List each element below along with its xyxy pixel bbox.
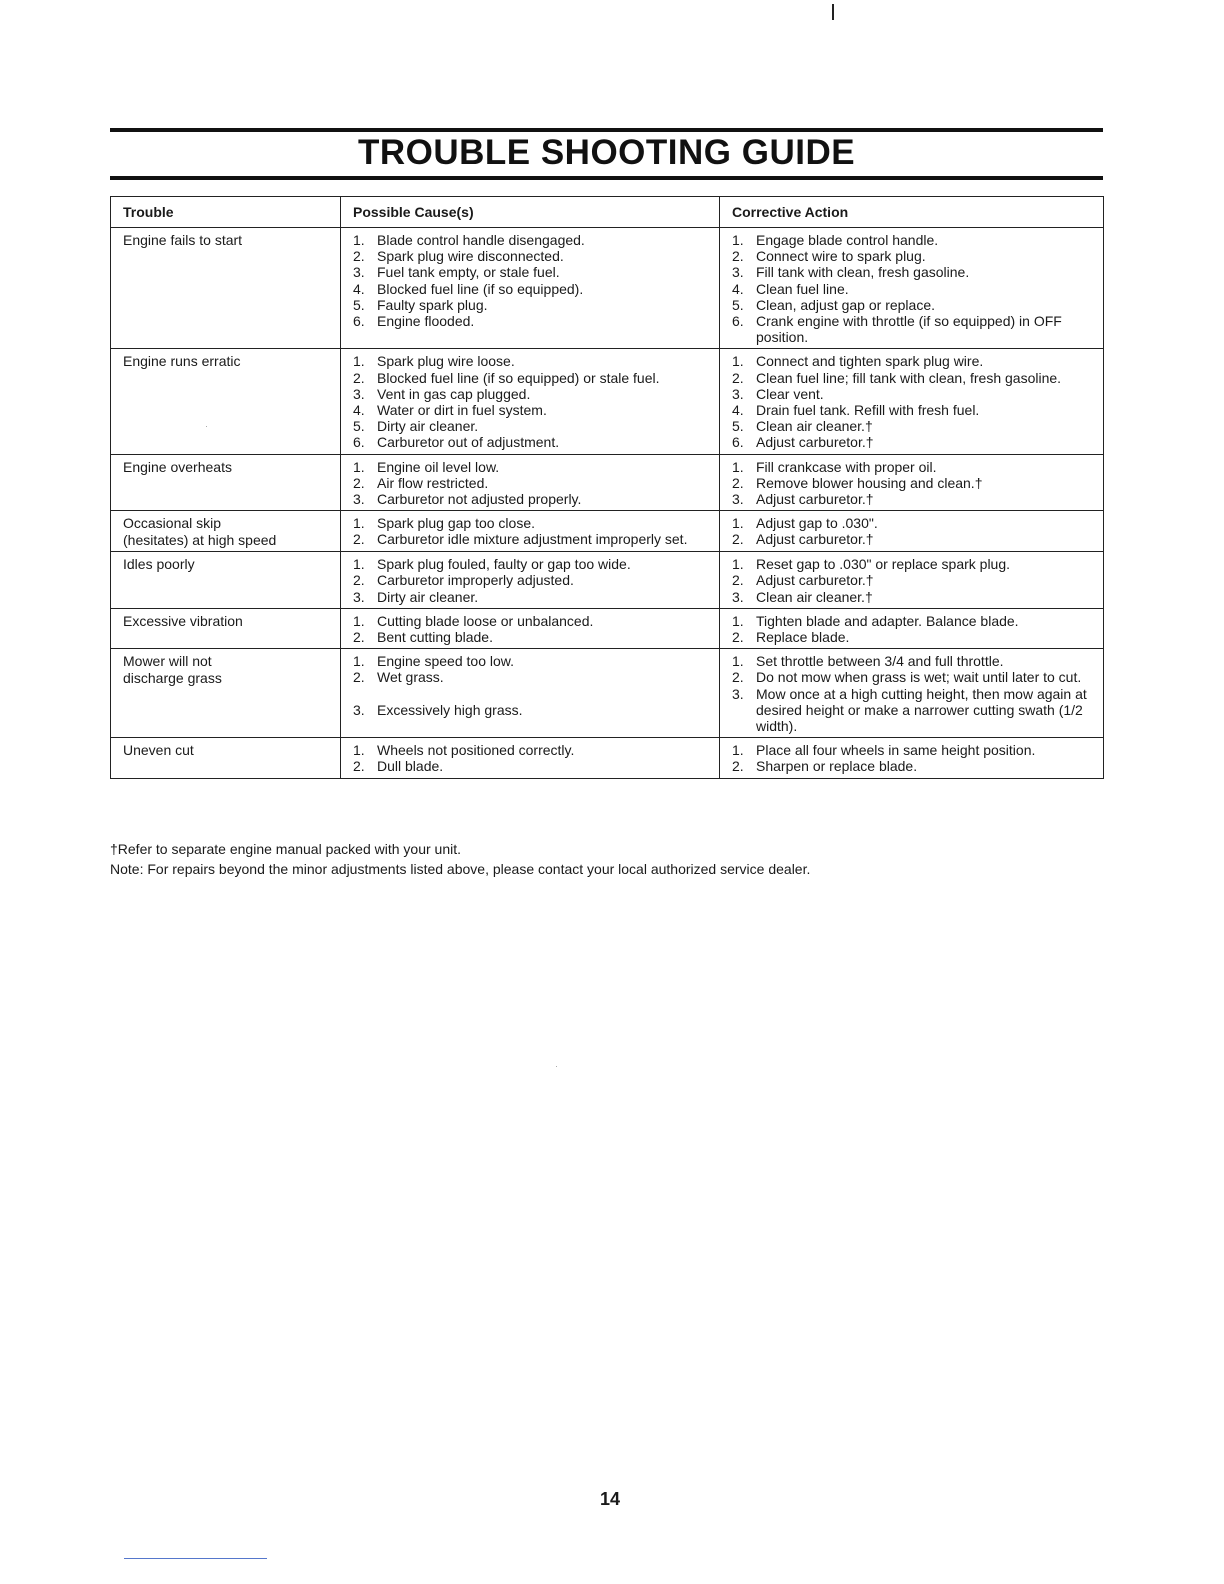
cause-number: 2.: [353, 248, 365, 265]
cause-text: Air flow restricted.: [377, 474, 489, 491]
action-item: [732, 613, 1093, 629]
action-item: [732, 475, 1093, 491]
action-text: Adjust carburetor.†: [756, 491, 874, 508]
action-text: Sharpen or replace blade.: [756, 758, 918, 775]
cause-number: 3.: [353, 701, 365, 718]
action-number: 1.: [732, 556, 744, 573]
action-text: Do not mow when grass is wet; wait until later to cut.: [756, 669, 1082, 686]
action-number: 1.: [732, 458, 744, 475]
action-cell: [720, 228, 1104, 349]
cause-number: 1.: [353, 515, 365, 532]
cause-item: [353, 353, 709, 369]
cause-number: 2.: [353, 669, 365, 686]
action-cell: [720, 552, 1104, 609]
action-number: 6.: [732, 434, 744, 451]
cause-item: [353, 418, 709, 434]
action-item: [732, 232, 1093, 248]
page-title: TROUBLE SHOOTING GUIDE: [357, 133, 856, 172]
cause-number: 3.: [353, 588, 365, 605]
cause-number: 5.: [353, 418, 365, 435]
action-number: 2.: [732, 629, 744, 646]
cause-text: Spark plug gap too close.: [377, 515, 535, 532]
action-text: Engage blade control handle.: [756, 232, 939, 248]
action-number: 4.: [732, 402, 744, 419]
action-item: [732, 686, 1093, 735]
action-number: 2.: [732, 669, 744, 686]
cause-list: [353, 232, 709, 329]
action-text: Drain fuel tank. Refill with fresh fuel.: [756, 402, 980, 419]
table-header-row: [111, 197, 1104, 228]
cause-text: Spark plug wire loose.: [377, 353, 515, 370]
trouble-label: Idles poorly: [123, 556, 195, 573]
cause-item: [353, 232, 709, 248]
action-item: [732, 313, 1093, 345]
cause-item: [353, 281, 709, 297]
scan-speck: [206, 426, 207, 427]
action-text: Reset gap to .030" or replace spark plug.: [756, 556, 1011, 573]
header-corrective-action: Corrective Action: [720, 197, 1104, 228]
cause-item: [353, 572, 709, 588]
trouble-cell: [111, 349, 341, 454]
action-number: 4.: [732, 280, 744, 297]
action-text: Fill crankcase with proper oil.: [756, 458, 937, 475]
cause-number: 2.: [353, 369, 365, 386]
cause-text: Carburetor improperly adjusted.: [377, 572, 574, 589]
action-item: [732, 248, 1093, 264]
cause-text: Carburetor out of adjustment.: [377, 434, 560, 451]
cause-item: [353, 297, 709, 313]
action-text: Mow once at a high cutting height, then mow again at desired height or make a narrower cutting swath (1/2 width).: [756, 685, 1087, 735]
action-number: 3.: [732, 491, 744, 508]
action-number: 3.: [732, 588, 744, 605]
action-item: [732, 515, 1093, 531]
cause-text: Spark plug wire disconnected.: [377, 248, 564, 265]
action-list: [732, 232, 1093, 345]
cause-item: [353, 669, 709, 685]
cause-text: Carburetor idle mixture adjustment improperly set.: [377, 531, 688, 548]
cause-cell: [341, 511, 720, 552]
action-text: Fill tank with clean, fresh gasoline.: [756, 264, 970, 281]
action-number: 1.: [732, 612, 744, 629]
trouble-cell: [111, 552, 341, 609]
cause-item: [353, 402, 709, 418]
cause-text: Engine oil level low.: [377, 458, 500, 475]
trouble-cell: [111, 649, 341, 738]
trouble-label: Engine fails to start: [123, 232, 243, 248]
table-row: [111, 738, 1104, 778]
action-number: 5.: [732, 418, 744, 435]
cause-number: 1.: [353, 232, 365, 248]
trouble-cell: [111, 608, 341, 648]
footnote: †Refer to separate engine manual packed with your unit.: [110, 841, 461, 857]
cause-item: [353, 589, 709, 605]
action-text: Crank engine with throttle (if so equipped) in OFF position.: [756, 313, 1062, 346]
action-number: 1.: [732, 353, 744, 370]
scan-mark: [832, 4, 834, 20]
cause-item: [353, 264, 709, 280]
action-number: 1.: [732, 232, 744, 248]
cause-number: 1.: [353, 742, 365, 759]
action-text: Clear vent.: [756, 385, 824, 402]
cause-number: 1.: [353, 458, 365, 475]
action-number: 5.: [732, 296, 744, 313]
action-item: [732, 742, 1093, 758]
action-text: Place all four wheels in same height position.: [756, 742, 1036, 759]
trouble-label: Engine overheats: [123, 458, 232, 475]
action-item: [732, 434, 1093, 450]
action-number: 1.: [732, 653, 744, 670]
action-list: [732, 742, 1093, 774]
table-row: [111, 649, 1104, 738]
cause-list: [353, 459, 709, 508]
action-number: 2.: [732, 474, 744, 491]
trouble-cell: [111, 738, 341, 778]
table-row: [111, 552, 1104, 609]
cause-item: [353, 742, 709, 758]
action-item: [732, 758, 1093, 774]
action-item: [732, 281, 1093, 297]
action-item: [732, 264, 1093, 280]
page-number: 14: [599, 1489, 621, 1509]
action-number: 3.: [732, 385, 744, 402]
trouble-cell: [111, 228, 341, 349]
title-rule-bottom: [110, 176, 1103, 180]
cause-text: Blocked fuel line (if so equipped).: [377, 280, 584, 297]
cause-text: Cutting blade loose or unbalanced.: [377, 612, 594, 629]
cause-text: Excessively high grass.: [377, 701, 523, 718]
action-number: 2.: [732, 572, 744, 589]
action-item: [732, 629, 1093, 645]
cause-cell: [341, 608, 720, 648]
action-list: [732, 353, 1093, 450]
cause-cell: [341, 649, 720, 738]
action-number: 2.: [732, 531, 744, 548]
cause-cell: [341, 738, 720, 778]
action-item: [732, 669, 1093, 685]
action-list: [732, 556, 1093, 605]
header-trouble: Trouble: [111, 197, 341, 228]
trouble-label: Uneven cut: [123, 742, 194, 759]
action-text: Adjust gap to .030".: [756, 515, 878, 532]
trouble-label: Mower will not discharge grass: [123, 653, 222, 686]
cause-text: Dirty air cleaner.: [377, 418, 479, 435]
cause-item: [353, 491, 709, 507]
cause-item: [353, 613, 709, 629]
trouble-label: Occasional skip (hesitates) at high speed: [123, 515, 277, 548]
action-item: [732, 353, 1093, 369]
cause-list: [353, 613, 709, 645]
cause-item: [353, 556, 709, 572]
cause-text: Water or dirt in fuel system.: [377, 402, 547, 419]
cause-item: [353, 370, 709, 386]
action-cell: [720, 649, 1104, 738]
cause-number: 2.: [353, 572, 365, 589]
action-number: 6.: [732, 313, 744, 330]
table-row: [111, 608, 1104, 648]
cause-list: [353, 353, 709, 450]
cause-text: Fuel tank empty, or stale fuel.: [377, 264, 560, 281]
action-list: [732, 515, 1093, 547]
cause-item: [353, 702, 709, 718]
cause-number: 1.: [353, 556, 365, 573]
cause-item: [353, 386, 709, 402]
cause-item: [353, 758, 709, 774]
cause-number: 2.: [353, 758, 365, 775]
action-text: Replace blade.: [756, 629, 850, 646]
cause-list: [353, 556, 709, 605]
action-item: [732, 531, 1093, 547]
cause-item: [353, 475, 709, 491]
action-cell: [720, 738, 1104, 778]
action-item: [732, 589, 1093, 605]
action-list: [732, 459, 1093, 508]
scan-speck: [556, 1066, 557, 1067]
cause-number: 4.: [353, 402, 365, 419]
action-text: Clean air cleaner.†: [756, 418, 873, 435]
cause-list: [353, 515, 709, 547]
action-number: 1.: [732, 515, 744, 532]
cause-text: Vent in gas cap plugged.: [377, 385, 531, 402]
action-cell: [720, 454, 1104, 511]
action-item: [732, 386, 1093, 402]
action-text: Clean air cleaner.†: [756, 588, 873, 605]
action-item: [732, 491, 1093, 507]
cause-text: Bent cutting blade.: [377, 629, 493, 646]
action-item: [732, 653, 1093, 669]
action-item: [732, 459, 1093, 475]
action-text: Clean fuel line; fill tank with clean, fresh gasoline.: [756, 369, 1062, 386]
cause-text: Faulty spark plug.: [377, 296, 488, 313]
cause-number: 4.: [353, 280, 365, 297]
cause-text: Carburetor not adjusted properly.: [377, 491, 582, 508]
cause-number: 1.: [353, 653, 365, 670]
action-list: [732, 613, 1093, 645]
table-row: [111, 228, 1104, 349]
action-text: Set throttle between 3/4 and full throttle.: [756, 653, 1004, 670]
action-text: Connect and tighten spark plug wire.: [756, 353, 984, 370]
cause-number: 6.: [353, 313, 365, 330]
cause-item: [353, 313, 709, 329]
action-text: Remove blower housing and clean.†: [756, 474, 983, 491]
cause-item: [353, 629, 709, 645]
action-item: [732, 370, 1093, 386]
trouble-cell: [111, 454, 341, 511]
cause-list: [353, 653, 709, 718]
list-spacer: [353, 686, 709, 702]
action-item: [732, 297, 1093, 313]
cause-text: Dull blade.: [377, 758, 444, 775]
action-cell: [720, 511, 1104, 552]
cause-number: 3.: [353, 264, 365, 281]
action-list: [732, 653, 1093, 734]
cause-number: 1.: [353, 612, 365, 629]
action-text: Adjust carburetor.†: [756, 531, 874, 548]
action-item: [732, 418, 1093, 434]
cause-number: 6.: [353, 434, 365, 451]
cause-number: 1.: [353, 353, 365, 370]
table-row: [111, 454, 1104, 511]
action-number: 2.: [732, 248, 744, 265]
action-number: 3.: [732, 264, 744, 281]
service-note: Note: For repairs beyond the minor adjustments listed above, please contact your local authorized service dealer.: [110, 861, 811, 877]
cause-item: [353, 248, 709, 264]
action-item: [732, 402, 1093, 418]
cause-item: [353, 459, 709, 475]
cause-text: Blade control handle disengaged.: [377, 232, 585, 248]
action-item: [732, 556, 1093, 572]
action-number: 2.: [732, 369, 744, 386]
table-row: [111, 511, 1104, 552]
action-text: Connect wire to spark plug.: [756, 248, 926, 265]
action-cell: [720, 349, 1104, 454]
cause-number: 5.: [353, 296, 365, 313]
action-text: Tighten blade and adapter. Balance blade.: [756, 612, 1019, 629]
cause-number: 2.: [353, 474, 365, 491]
action-number: 3.: [732, 685, 744, 702]
cause-number: 2.: [353, 629, 365, 646]
table-row: [111, 349, 1104, 454]
cause-item: [353, 531, 709, 547]
cause-text: Blocked fuel line (if so equipped) or stale fuel.: [377, 369, 660, 386]
cause-list: [353, 742, 709, 774]
cause-item: [353, 434, 709, 450]
cause-text: Wet grass.: [377, 669, 444, 686]
cause-cell: [341, 454, 720, 511]
action-text: Clean, adjust gap or replace.: [756, 296, 935, 313]
cause-cell: [341, 349, 720, 454]
cause-text: Wheels not positioned correctly.: [377, 742, 575, 759]
cause-number: 3.: [353, 491, 365, 508]
cause-number: 3.: [353, 385, 365, 402]
action-number: 2.: [732, 758, 744, 775]
action-cell: [720, 608, 1104, 648]
table-body: [111, 228, 1104, 779]
action-item: [732, 572, 1093, 588]
troubleshooting-table: [110, 196, 1104, 779]
trouble-cell: [111, 511, 341, 552]
cause-text: Engine speed too low.: [377, 653, 514, 670]
cause-text: Dirty air cleaner.: [377, 588, 479, 605]
action-number: 1.: [732, 742, 744, 759]
header-possible-causes: Possible Cause(s): [341, 197, 720, 228]
cause-cell: [341, 228, 720, 349]
action-text: Adjust carburetor.†: [756, 572, 874, 589]
action-text: Clean fuel line.: [756, 280, 849, 297]
cause-item: [353, 653, 709, 669]
trouble-label: Excessive vibration: [123, 612, 243, 629]
cause-cell: [341, 552, 720, 609]
cause-item: [353, 515, 709, 531]
trouble-label: Engine runs erratic: [123, 353, 241, 370]
cause-text: Engine flooded.: [377, 313, 475, 330]
action-text: Adjust carburetor.†: [756, 434, 874, 451]
cause-number: 2.: [353, 531, 365, 548]
cause-text: Spark plug fouled, faulty or gap too wide.: [377, 556, 631, 573]
bottom-blue-line: [124, 1558, 267, 1559]
